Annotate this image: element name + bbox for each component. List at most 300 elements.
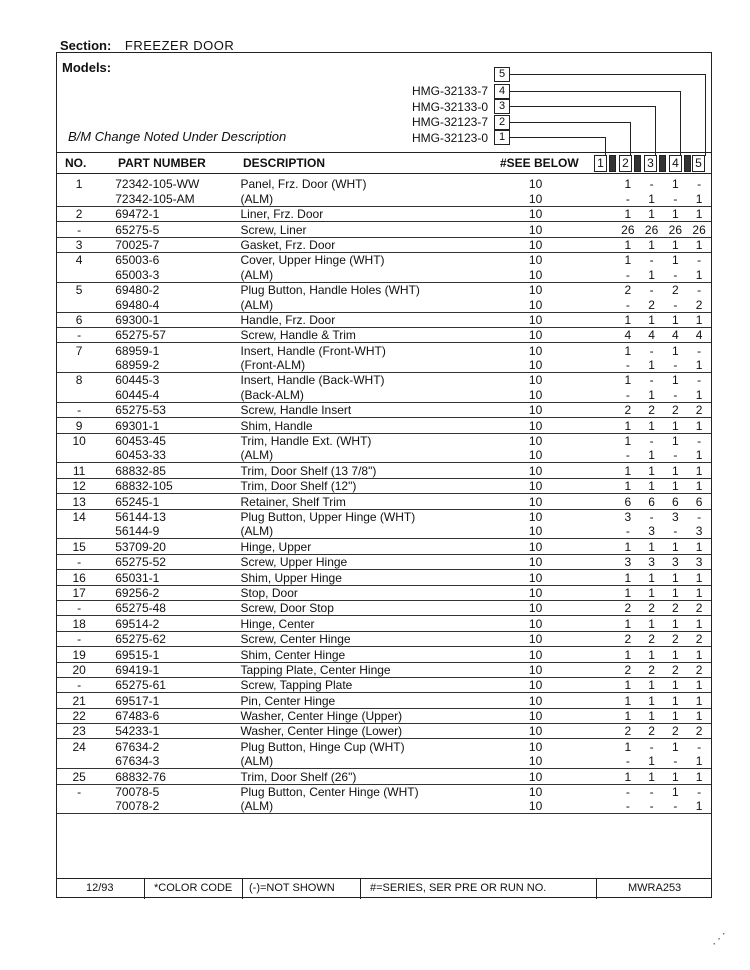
item-number [57, 448, 101, 463]
series-2-qty: 2 [640, 724, 664, 739]
item-number: 25 [57, 769, 101, 784]
series-4-qty: 1 [687, 585, 711, 600]
series-3-qty: - [663, 799, 687, 814]
series-4-qty: - [697, 739, 702, 754]
part-number: 65003-3 [101, 267, 238, 282]
part-description: Screw, Center Hinge [239, 631, 499, 646]
part-description: (ALM) [239, 297, 499, 312]
part-number: 60453-33 [101, 448, 238, 463]
part-description: Insert, Handle (Back-WHT) [240, 373, 385, 388]
series-1-qty: 1 [624, 739, 632, 754]
see-below-value: 10 [499, 402, 616, 417]
see-below-value: 10 [499, 570, 616, 585]
series-2-qty: 1 [640, 539, 664, 554]
series-3-qty: 1 [663, 677, 687, 692]
item-number: 18 [57, 616, 101, 631]
item-number: 9 [57, 418, 101, 433]
see-below-value: 10 [528, 373, 543, 388]
series-4-qty: 1 [687, 463, 711, 478]
series-3-qty: - [663, 448, 687, 463]
series-2-qty: - [649, 177, 654, 192]
series-col-1: 1 [594, 155, 607, 172]
series-4-qty: 1 [687, 448, 711, 463]
model-name: HMG-32123-0 [411, 130, 488, 145]
series-1-qty: 1 [616, 570, 640, 585]
part-number: 67634-3 [101, 754, 238, 769]
leader-line-2-drop [630, 122, 631, 156]
item-number [57, 524, 101, 539]
series-4-qty: - [697, 785, 702, 800]
model-box-5: 5 [494, 67, 510, 82]
series-3-qty: 1 [671, 253, 679, 268]
part-description: Washer, Center Hinge (Lower) [239, 724, 499, 739]
series-1-qty: 2 [616, 631, 640, 646]
series-col-5: 5 [692, 155, 705, 172]
series-3-qty: 1 [663, 570, 687, 585]
table-row [57, 570, 711, 585]
part-number: 70025-7 [101, 237, 238, 252]
table-row [57, 463, 711, 478]
part-description: (Front-ALM) [239, 358, 499, 373]
series-2-qty: - [649, 739, 654, 754]
part-number: 65275-5 [101, 222, 238, 237]
part-description: Screw, Handle Insert [239, 402, 499, 417]
series-4-qty: - [697, 253, 702, 268]
see-below-value: 10 [499, 358, 616, 373]
series-3-qty: 2 [663, 600, 687, 615]
series-2-qty: 1 [640, 570, 664, 585]
series-3-qty: 1 [663, 616, 687, 631]
table-row [57, 358, 711, 373]
part-number: 65275-48 [101, 600, 238, 615]
part-number: 65275-62 [101, 631, 238, 646]
table-row [57, 616, 711, 631]
series-4-qty: - [697, 434, 702, 449]
series-2-qty: - [649, 373, 654, 388]
series-3-qty: 1 [663, 206, 687, 221]
part-description: Shim, Handle [239, 418, 499, 433]
footer-color-code: *COLOR CODE [154, 882, 233, 894]
series-3-qty: 1 [671, 785, 679, 800]
series-3-qty: - [663, 754, 687, 769]
footer-not-shown: (-)=NOT SHOWN [249, 882, 335, 894]
part-description: Handle, Frz. Door [239, 312, 499, 327]
part-number: 69480-2 [115, 283, 160, 298]
table-row [57, 402, 711, 417]
part-number: 65031-1 [101, 570, 238, 585]
part-description: (ALM) [239, 191, 499, 206]
series-2-qty: - [640, 799, 664, 814]
part-number: 53709-20 [101, 539, 238, 554]
series-col-3: 3 [644, 155, 657, 172]
leader-line-3 [510, 106, 655, 107]
series-2-qty: 4 [640, 327, 664, 342]
item-number: 21 [57, 693, 101, 708]
series-3-qty: 1 [663, 312, 687, 327]
table-row [57, 539, 711, 554]
series-1-qty: - [616, 297, 640, 312]
series-4-qty: - [697, 373, 702, 388]
series-1-qty: 1 [616, 463, 640, 478]
part-description: Trim, Door Shelf (13 7/8") [239, 463, 499, 478]
series-4-qty: 2 [687, 600, 711, 615]
see-below-value: 10 [499, 539, 616, 554]
table-row [57, 297, 711, 312]
series-4-qty: 1 [687, 387, 711, 402]
part-number: 69514-2 [101, 616, 238, 631]
see-below-value: 10 [499, 418, 616, 433]
series-2-qty: 1 [640, 647, 664, 662]
part-description: Screw, Tapping Plate [239, 677, 499, 692]
part-description: Screw, Door Stop [239, 600, 499, 615]
section-label: Section: [60, 38, 112, 53]
series-1-qty: 1 [616, 418, 640, 433]
table-row [57, 191, 711, 206]
part-description: (ALM) [239, 799, 499, 814]
see-below-value: 10 [528, 253, 543, 268]
item-number: - [77, 785, 82, 800]
series-2-qty: 1 [640, 616, 664, 631]
series-4-qty: 1 [687, 358, 711, 373]
series-3-qty: 26 [663, 222, 687, 237]
part-description: Shim, Upper Hinge [239, 570, 499, 585]
table-row [57, 784, 711, 799]
series-3-qty: 2 [663, 724, 687, 739]
see-below-value: 10 [499, 754, 616, 769]
part-number: 68959-1 [115, 343, 160, 358]
series-3-qty: 3 [663, 554, 687, 569]
part-number: 65275-61 [101, 677, 238, 692]
item-number [57, 387, 101, 402]
model-name: HMG-32123-7 [411, 115, 488, 129]
series-2-qty: - [649, 283, 654, 298]
series-4-qty: 26 [687, 222, 711, 237]
item-number: 5 [75, 283, 83, 298]
series-3-qty: 2 [663, 662, 687, 677]
see-below-value: 10 [499, 693, 616, 708]
item-number: 4 [75, 253, 83, 268]
see-below-value: 10 [499, 799, 616, 814]
see-below-value: 10 [528, 283, 543, 298]
see-below-value: 10 [499, 616, 616, 631]
series-2-qty: 2 [640, 662, 664, 677]
item-number: 17 [57, 585, 101, 600]
series-col-4: 4 [669, 155, 682, 172]
item-number: 19 [57, 647, 101, 662]
part-number: 70078-5 [115, 785, 160, 800]
part-number: 60445-3 [115, 373, 160, 388]
series-2-qty: 2 [640, 631, 664, 646]
footer-divider [242, 879, 243, 899]
table-row [57, 327, 711, 342]
series-4-qty: 1 [687, 539, 711, 554]
leader-line-3-drop [655, 106, 656, 156]
series-1-qty: - [616, 387, 640, 402]
part-number: 60445-4 [101, 387, 238, 402]
see-below-value: 10 [528, 785, 543, 800]
table-row [57, 387, 711, 402]
series-4-qty: 1 [687, 478, 711, 493]
series-4-qty: 1 [687, 616, 711, 631]
series-4-qty: - [697, 177, 702, 192]
part-description: (ALM) [239, 754, 499, 769]
table-row [57, 267, 711, 282]
leader-line-1-drop [605, 137, 606, 156]
part-description: (ALM) [239, 448, 499, 463]
table-row [57, 252, 711, 267]
footer-divider [144, 879, 145, 899]
model-box-4: 4 [494, 84, 510, 99]
section-heading [60, 38, 234, 53]
table-row [57, 677, 711, 692]
series-1-qty: 26 [616, 222, 640, 237]
series-3-qty: 1 [663, 708, 687, 723]
series-1-qty: - [616, 448, 640, 463]
series-2-qty: 1 [640, 448, 664, 463]
part-description: Retainer, Shelf Trim [239, 494, 499, 509]
table-row [57, 509, 711, 524]
col-header-description: DESCRIPTION [243, 156, 326, 170]
item-number: 14 [72, 509, 86, 524]
part-description: Trim, Handle Ext. (WHT) [240, 434, 372, 449]
series-2-qty: 2 [640, 402, 664, 417]
part-description: Panel, Frz. Door (WHT) [240, 177, 367, 192]
series-3-qty: 1 [663, 463, 687, 478]
series-2-qty: - [649, 785, 654, 800]
series-1-qty: 1 [616, 769, 640, 784]
table-row [57, 433, 711, 448]
series-2-qty: 1 [640, 312, 664, 327]
models-label: Models: [62, 60, 112, 75]
series-1-qty: 4 [616, 327, 640, 342]
series-2-qty: 2 [640, 297, 664, 312]
part-number: 72342-105-AM [101, 191, 238, 206]
item-number: 15 [57, 539, 101, 554]
item-number: 1 [75, 177, 83, 192]
table-row [57, 554, 711, 569]
table-row [57, 418, 711, 433]
series-3-qty: - [663, 191, 687, 206]
series-3-qty: 1 [671, 739, 679, 754]
series-1-qty: 1 [624, 253, 632, 268]
series-4-qty: 2 [687, 724, 711, 739]
series-1-qty: 1 [616, 237, 640, 252]
see-below-value: 10 [499, 267, 616, 282]
col-header-part-number: PART NUMBER [118, 156, 206, 170]
table-row [57, 662, 711, 677]
see-below-value: 10 [499, 222, 616, 237]
series-1-qty: 1 [616, 585, 640, 600]
series-4-qty: 1 [687, 647, 711, 662]
part-number: 65275-52 [101, 554, 238, 569]
table-row [57, 631, 711, 646]
footer-doc-id: MWRA253 [628, 882, 682, 894]
series-1-qty: - [616, 191, 640, 206]
part-description: Tapping Plate, Center Hinge [239, 662, 499, 677]
series-2-qty: - [649, 343, 654, 358]
part-number: 60453-45 [115, 434, 166, 449]
part-number: 69256-2 [101, 585, 238, 600]
see-below-value: 10 [499, 206, 616, 221]
series-3-qty: 1 [663, 237, 687, 252]
see-below-value: 10 [499, 237, 616, 252]
leader-line-5 [510, 74, 705, 75]
series-2-qty: 26 [640, 222, 664, 237]
series-4-qty: 3 [687, 524, 711, 539]
part-number: 69480-4 [101, 297, 238, 312]
part-description: Pin, Center Hinge [239, 693, 499, 708]
series-4-qty: 1 [687, 708, 711, 723]
series-col-divider [659, 155, 666, 172]
table-row [57, 600, 711, 615]
series-2-qty: 2 [640, 600, 664, 615]
part-number: 69517-1 [101, 693, 238, 708]
part-number: 69300-1 [101, 312, 238, 327]
series-3-qty: 2 [671, 283, 679, 298]
table-row [57, 494, 711, 509]
see-below-value: 10 [499, 297, 616, 312]
see-below-value: 10 [499, 554, 616, 569]
series-4-qty: 2 [687, 402, 711, 417]
series-2-qty: 1 [640, 267, 664, 282]
model-box-3: 3 [494, 99, 510, 114]
part-description: Trim, Door Shelf (26") [239, 769, 499, 784]
part-description: Washer, Center Hinge (Upper) [239, 708, 499, 723]
series-1-qty: 1 [616, 206, 640, 221]
series-4-qty: 1 [687, 191, 711, 206]
series-4-qty: 3 [687, 554, 711, 569]
item-number: 24 [72, 739, 86, 754]
series-3-qty: 1 [671, 177, 679, 192]
part-number: 54233-1 [101, 724, 238, 739]
series-1-qty: 1 [616, 312, 640, 327]
series-4-qty: 6 [687, 494, 711, 509]
table-row [57, 585, 711, 600]
part-number: 68959-2 [101, 358, 238, 373]
part-description: Stop, Door [239, 585, 499, 600]
item-number: - [57, 631, 101, 646]
item-number: 10 [72, 434, 86, 449]
model-name: HMG-32133-0 [411, 99, 488, 114]
footer-divider [360, 879, 361, 899]
table-row [57, 206, 711, 221]
leader-line-4 [510, 91, 680, 92]
part-description: Gasket, Frz. Door [239, 237, 499, 252]
series-2-qty: - [649, 253, 654, 268]
table-row [57, 448, 711, 463]
item-number [57, 297, 101, 312]
series-1-qty: 1 [616, 693, 640, 708]
series-4-qty: 4 [687, 327, 711, 342]
part-number: 67483-6 [101, 708, 238, 723]
series-3-qty: 2 [663, 631, 687, 646]
see-below-value: 10 [499, 600, 616, 615]
see-below-value: 10 [499, 677, 616, 692]
item-number [57, 754, 101, 769]
table-row [57, 647, 711, 662]
series-1-qty: 2 [616, 600, 640, 615]
series-2-qty: 3 [640, 524, 664, 539]
series-3-qty: 1 [663, 539, 687, 554]
series-2-qty: 1 [640, 358, 664, 373]
part-description: Hinge, Center [239, 616, 499, 631]
table-row [57, 237, 711, 252]
part-number: 72342-105-WW [115, 177, 200, 192]
part-number: 65275-57 [101, 327, 238, 342]
see-below-value: 10 [499, 524, 616, 539]
series-1-qty: 1 [624, 177, 632, 192]
leader-line-5-drop [705, 74, 706, 156]
leader-line-4-drop [680, 91, 681, 156]
series-4-qty: 1 [687, 267, 711, 282]
series-3-qty: 4 [663, 327, 687, 342]
series-4-qty: - [697, 343, 702, 358]
item-number [57, 191, 101, 206]
item-number: 22 [57, 708, 101, 723]
part-number: 65003-6 [115, 253, 160, 268]
series-1-qty: 1 [624, 343, 632, 358]
series-3-qty: 1 [663, 478, 687, 493]
part-number: 69472-1 [101, 206, 238, 221]
item-number: 11 [57, 463, 101, 478]
series-1-qty: - [616, 799, 640, 814]
series-3-qty: 1 [663, 769, 687, 784]
item-number: 13 [57, 494, 101, 509]
part-number: 68832-105 [101, 478, 238, 493]
see-below-value: 10 [528, 739, 543, 754]
see-below-value: 10 [499, 708, 616, 723]
series-1-qty: 1 [616, 708, 640, 723]
see-below-value: 10 [499, 724, 616, 739]
series-4-qty: 1 [687, 677, 711, 692]
leader-line-2 [510, 122, 630, 123]
series-3-qty: 6 [663, 494, 687, 509]
part-description: Plug Button, Hinge Cup (WHT) [240, 739, 405, 754]
see-below-value: 10 [499, 494, 616, 509]
series-4-qty: 1 [687, 693, 711, 708]
series-1-qty: 1 [616, 677, 640, 692]
series-4-qty: 1 [687, 754, 711, 769]
series-1-qty: 1 [616, 478, 640, 493]
see-below-value: 10 [499, 312, 616, 327]
series-4-qty: 2 [687, 297, 711, 312]
parts-table-body [57, 177, 711, 814]
see-below-value: 10 [499, 647, 616, 662]
scan-mark: ⋰ [712, 930, 726, 946]
header-bottom-rule [56, 173, 712, 174]
part-description: Cover, Upper Hinge (WHT) [240, 253, 385, 268]
part-number: 65245-1 [101, 494, 238, 509]
part-description: Liner, Frz. Door [239, 206, 499, 221]
series-1-qty: 1 [616, 616, 640, 631]
part-number: 69419-1 [101, 662, 238, 677]
series-2-qty: 3 [640, 554, 664, 569]
table-row [57, 282, 711, 297]
series-4-qty: 2 [687, 631, 711, 646]
series-1-qty: 1 [616, 539, 640, 554]
part-number: 56144-13 [115, 509, 166, 524]
series-1-qty: 2 [624, 283, 632, 298]
series-3-qty: - [663, 358, 687, 373]
series-2-qty: 1 [640, 754, 664, 769]
item-number: - [57, 402, 101, 417]
table-row [57, 754, 711, 769]
item-number: - [57, 554, 101, 569]
series-2-qty: 6 [640, 494, 664, 509]
part-description: Trim, Door Shelf (12") [239, 478, 499, 493]
see-below-value: 10 [499, 585, 616, 600]
part-description: Hinge, Upper [239, 539, 499, 554]
